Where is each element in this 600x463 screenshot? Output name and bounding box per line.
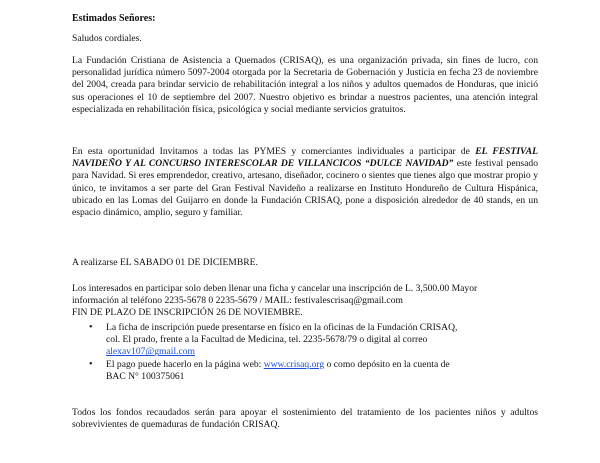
invitation-paragraph — [72, 146, 538, 219]
bullet-text-line: col. El prado, frente a la Facultad de Medicina, tel. 2235-5678/79 o digital al correo — [106, 334, 428, 346]
website-link[interactable]: www.crisaq.org — [263, 358, 325, 370]
closing-paragraph: Todos los fondos recaudados serán para apoyar el sostenimiento del tratamiento de los pacientes niños y adultos sobrevivientes de quemaduras de fundación CRISAQ. — [72, 407, 538, 431]
registration-info — [72, 283, 542, 320]
contact-line: información al teléfono 2235-5678 0 2235-5679 / MAIL: festivalescrisaq@gmail.com — [72, 295, 403, 307]
salutation: Estimados Señores: — [72, 13, 156, 24]
greeting: Saludos cordiales. — [72, 33, 142, 44]
bullet-text-line — [106, 359, 529, 371]
payment-text: El pago puede hacerlo en la página web: — [106, 358, 264, 370]
event-name: EL FESTIVAL NAVIDEÑO Y AL CONCURSO INTERESCOLAR DE VILLANCICOS “DULCE NAVIDAD” — [72, 146, 539, 170]
invitation-text-end: este festival pensado para Navidad. Si eres emprendedor, creativo, artesano, diseñador, cocinero o sientes que tienes algo que mostrar propio y único, te invitamos a ser parte del Gran Festival Navideño a realizarse en Instituto Hondureño de Cultura Hispánica, ubicado en las Lomas del Guijarro en donde la Fundación CRISAQ, pone a disposición alrededor de 40 stands, en un espacio dinámico, amplio, seguro y familiar. — [72, 158, 538, 219]
intro-paragraph: La Fundación Cristiana de Asistencia a Quemados (CRISAQ), es una organización privada, sin fines de lucro, con personalidad jurídica número 5097-2004 otorgada por la Secretaria de Gobernación y Justicia en fecha 23 de noviembre del 2004, creada para brindar servicio de rehabilitación integral a los niños y adultos quemados de Honduras, que inició sus operaciones el 10 de septiembre del 2007. Nuestro objetivo es brindar a nuestros pacientes, una atención integral especializada en rehabilitación física, psicológica y social mediante servicios gratuitos. — [72, 55, 538, 115]
bank-account-line: BAC N° 100375061 — [106, 370, 185, 382]
list-item — [89, 322, 529, 359]
list-item — [89, 359, 529, 383]
bullet-icon: • — [89, 358, 93, 370]
deadline-line: FIN DE PLAZO DE INSCRIPCIÓN 26 DE NOVIEMBRE. — [72, 307, 303, 319]
event-date: A realizarse EL SABADO 01 DE DICIEMBRE. — [72, 257, 258, 268]
registration-fee-line: Los interesados en participar solo deben llenar una ficha y cancelar una inscripción de L. 3,500.00 Mayor — [72, 283, 478, 294]
payment-text-end: o como depósito en la cuenta de — [324, 358, 450, 370]
bullet-icon: • — [89, 322, 93, 333]
invitation-text-start: En esta oportunidad Invitamos a todas las PYMES y comerciantes individuales a participar de — [72, 146, 476, 157]
email-link[interactable]: alexav107@gmail.com — [106, 346, 196, 358]
instructions-list — [89, 322, 529, 383]
bullet-text-line: La ficha de inscripción puede presentarse en físico en la oficinas de la Fundación CRISAQ, — [106, 322, 458, 333]
